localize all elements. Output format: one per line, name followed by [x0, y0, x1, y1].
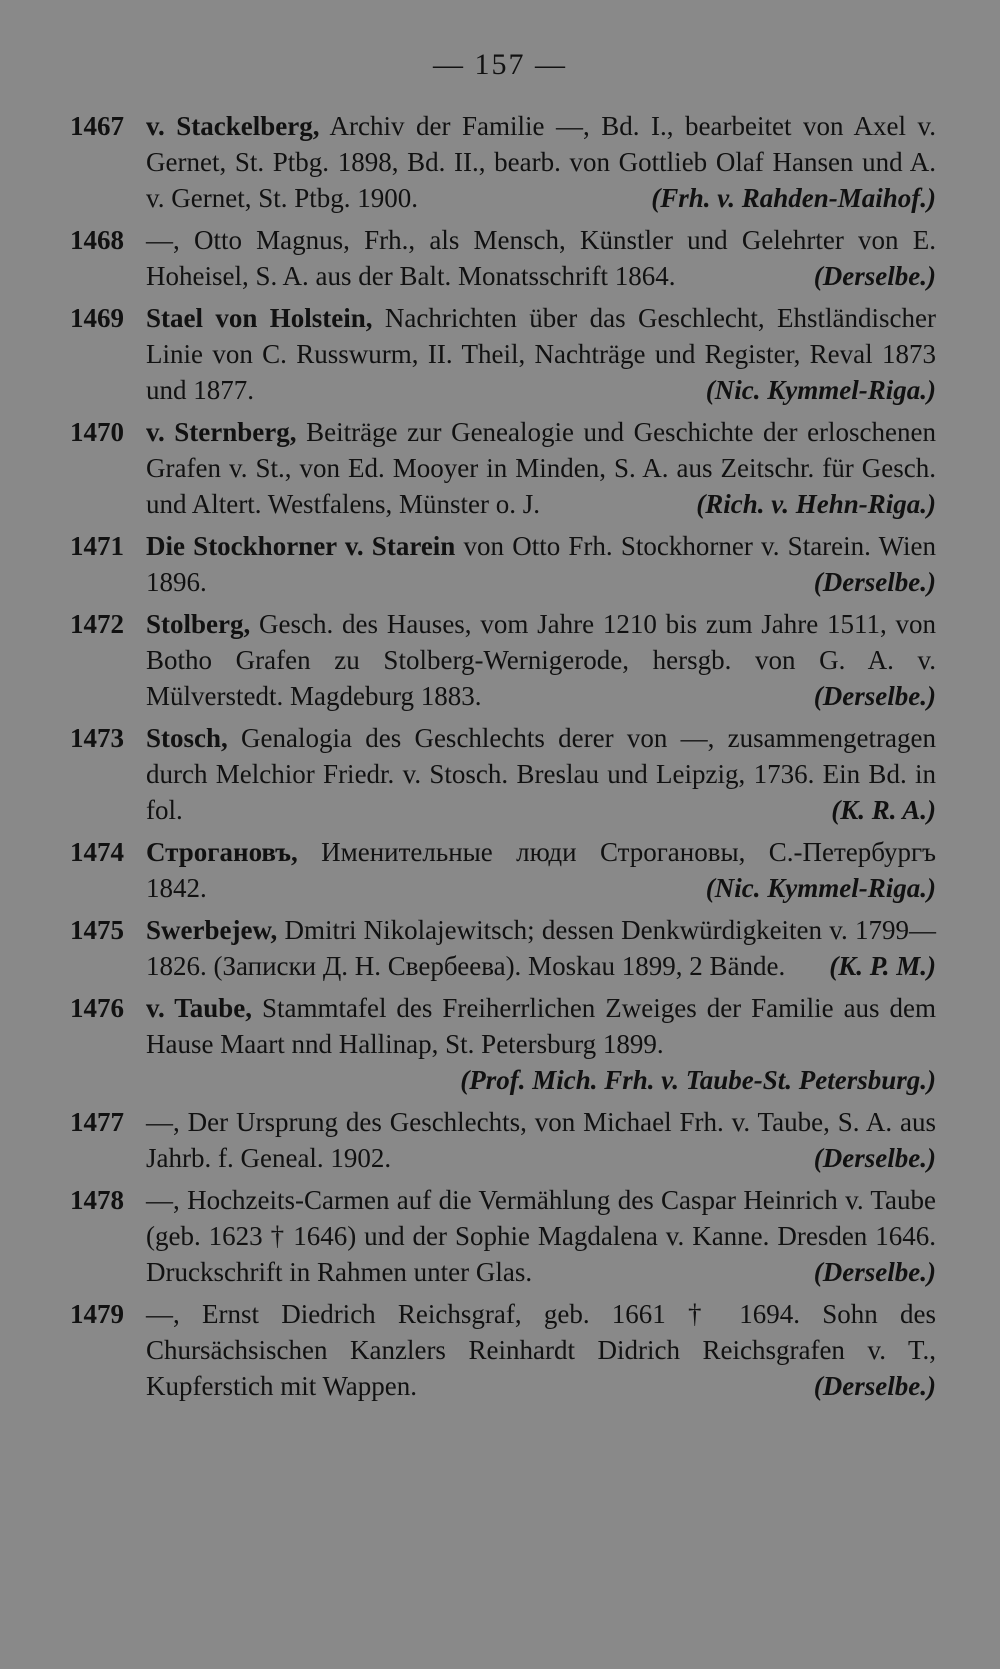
entry-source: (Derselbe.) [813, 1257, 936, 1287]
entry-text: —, Hochzeits-Carmen auf die Vermählung des Caspar Heinrich v. Taube (geb. 1623 † 1646) und der Sophie Magdalena v. Kanne. Dresden 1646. Druckschrift in Rahmen unter Glas. [146, 1185, 936, 1287]
entry-text: —, Otto Magnus, Frh., als Mensch, Künstler und Gelehrter von E. Hoheisel, S. A. aus der Balt. Monatsschrift 1864. [146, 225, 936, 291]
entry-source: (Derselbe.) [813, 1371, 936, 1401]
entry-number: 1472 [70, 609, 124, 639]
entry-text: Beiträge zur Genealogie und Geschichte der erloschenen Grafen v. St., von Ed. Mooyer in Minden, S. A. aus Zeitschr. für Gesch. und Altert. Westfalens, Münster o. J. [146, 417, 936, 519]
entry-heading: Stolberg, [146, 609, 251, 639]
entry-number: 1467 [70, 111, 124, 141]
entry-source: (Frh. v. Rahden-Maihof.) [651, 183, 936, 213]
entry-text: Archiv der Familie —, Bd. I., bearbeitet von Axel v. Gernet, St. Ptbg. 1898, Bd. II., bearb. von Gottlieb Olaf Hansen und A. v. Gernet, St. Ptbg. 1900. [146, 111, 936, 213]
entry-number: 1474 [70, 837, 124, 867]
list-item [70, 1296, 936, 1404]
entry-number: 1477 [70, 1107, 124, 1137]
entry-source: (K. R. A.) [831, 795, 936, 825]
list-item [70, 606, 936, 714]
entry-source: (Nic. Kymmel-Riga.) [705, 873, 936, 903]
entry-text-block [146, 912, 936, 984]
entry-text-block [146, 108, 936, 216]
entry-text: von Otto Frh. Stockhorner v. Starein. Wien 1896. [146, 531, 936, 597]
entry-number: 1470 [70, 417, 124, 447]
entry-heading: v. Stackelberg, [146, 111, 320, 141]
entry-heading: Stosch, [146, 723, 228, 753]
entry-number: 1468 [70, 225, 124, 255]
entry-text-block [146, 414, 936, 522]
entry-source: (Derselbe.) [813, 261, 936, 291]
entry-source: (K. P. M.) [829, 951, 936, 981]
entry-source: (Derselbe.) [813, 1143, 936, 1173]
entry-source: (Derselbe.) [813, 681, 936, 711]
list-item [70, 300, 936, 408]
entry-text: —, Der Ursprung des Geschlechts, von Michael Frh. v. Taube, S. A. aus Jahrb. f. Geneal. 1902. [146, 1107, 936, 1173]
entry-number: 1478 [70, 1185, 124, 1215]
list-item [70, 1182, 936, 1290]
entry-number: 1479 [70, 1299, 124, 1329]
list-item [70, 834, 936, 906]
list-item [70, 222, 936, 294]
entry-text: Nachrichten über das Geschlecht, Ehstländischer Linie von C. Russwurm, II. Theil, Nachträge und Register, Reval 1873 und 1877. [146, 303, 937, 405]
entry-text-block [146, 834, 936, 906]
entry-text-block [146, 1182, 936, 1290]
entry-text: —, Ernst Diedrich Reichsgraf, geb. 1661 † 1694. Sohn des Chursächsischen Kanzlers Reinhardt Didrich Reichsgrafen v. T., Kupferstich mit Wappen. [146, 1299, 936, 1401]
entry-text-block [146, 222, 936, 294]
list-item [70, 414, 936, 522]
entry-text: Gesch. des Hauses, vom Jahre 1210 bis zum Jahre 1511, von Botho Grafen zu Stolberg-Wernigerode, hersgb. von G. A. v. Mülverstedt. Magdeburg 1883. [146, 609, 937, 711]
entry-text-block [146, 1104, 936, 1176]
entry-text-block [146, 990, 936, 1098]
entry-number: 1476 [70, 993, 124, 1023]
entry-text-block [146, 720, 936, 828]
entry-number: 1473 [70, 723, 124, 753]
entry-heading: v. Sternberg, [146, 417, 297, 447]
list-item [70, 912, 936, 984]
entry-heading: Строгановъ, [146, 837, 298, 867]
entry-number: 1471 [70, 531, 124, 561]
entry-text-block [146, 606, 936, 714]
entry-heading: Die Stockhorner v. Starein [146, 531, 456, 561]
entry-text-block [146, 1296, 936, 1404]
entry-source: (Rich. v. Hehn-Riga.) [696, 489, 936, 519]
page-number: — 157 — [433, 48, 567, 81]
entry-number: 1475 [70, 915, 124, 945]
entry-text: Именительные люди Строгановы, С.-Петербургъ 1842. [146, 837, 936, 903]
entry-text-block [146, 300, 936, 408]
list-item [70, 528, 936, 600]
list-item [70, 990, 936, 1098]
entry-source: (Nic. Kymmel-Riga.) [705, 375, 936, 405]
entry-source: (Derselbe.) [813, 567, 936, 597]
entry-text: Genalogia des Geschlechts derer von —, zusammengetragen durch Melchior Friedr. v. Stosch. Breslau und Leipzig, 1736. Ein Bd. in fol. [146, 723, 936, 825]
list-item [70, 108, 936, 216]
entry-number: 1469 [70, 303, 124, 333]
list-item [70, 1104, 936, 1176]
entry-heading: v. Taube, [146, 993, 253, 1023]
entry-list [70, 108, 936, 1410]
entry-text-block [146, 528, 936, 600]
entry-heading: Swerbejew, [146, 915, 278, 945]
entry-text: Dmitri Nikolajewitsch; dessen Denkwürdigkeiten v. 1799—1826. (Записки Д. Н. Свербеева). Moskau 1899, 2 Bände. [146, 915, 936, 981]
list-item [70, 720, 936, 828]
entry-source: (Prof. Mich. Frh. v. Taube-St. Petersburg.) [460, 1065, 936, 1095]
entry-heading: Stael von Holstein, [146, 303, 373, 333]
entry-text: Stammtafel des Freiherrlichen Zweiges der Familie aus dem Hause Maart nnd Hallinap, St. Petersburg 1899. [146, 993, 937, 1059]
